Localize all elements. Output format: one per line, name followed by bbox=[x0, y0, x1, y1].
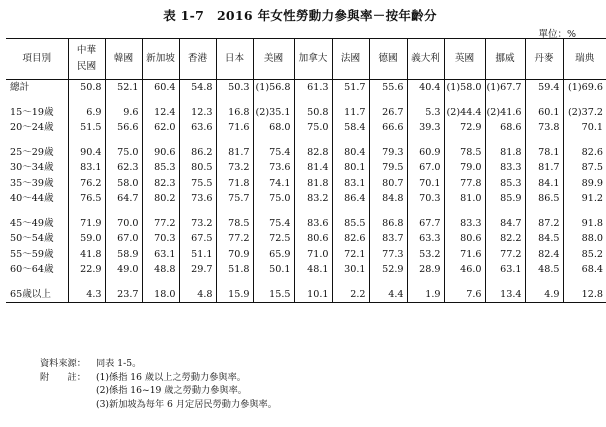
table-row bbox=[6, 176, 606, 192]
value-cell: 9.6 bbox=[105, 105, 142, 121]
value-cell: 67.7 bbox=[407, 216, 444, 232]
header-country: 日本 bbox=[216, 39, 253, 80]
value-cell: 64.7 bbox=[105, 191, 142, 207]
separator-cell bbox=[332, 96, 369, 105]
separator-cell bbox=[525, 136, 563, 145]
separator-cell bbox=[253, 278, 294, 287]
header-country: 英國 bbox=[444, 39, 485, 80]
separator-cell bbox=[179, 278, 216, 287]
table-row bbox=[6, 216, 606, 232]
value-cell: 75.4 bbox=[253, 216, 294, 232]
separator-cell bbox=[6, 278, 68, 287]
unit-label: 單位：% bbox=[538, 29, 576, 40]
value-cell: 10.1 bbox=[294, 287, 332, 303]
value-cell: 75.4 bbox=[253, 145, 294, 161]
table-row bbox=[6, 231, 606, 247]
value-cell: (1)69.6 bbox=[563, 80, 606, 96]
separator-cell bbox=[444, 207, 485, 216]
value-cell: 83.7 bbox=[369, 231, 407, 247]
value-cell: 70.1 bbox=[407, 176, 444, 192]
value-cell: 83.1 bbox=[332, 176, 369, 192]
header-row bbox=[6, 39, 606, 80]
value-cell: 85.5 bbox=[332, 216, 369, 232]
value-cell: 1.9 bbox=[407, 287, 444, 303]
row-label: 55～59歲 bbox=[10, 248, 54, 260]
row-label: 45～49歲 bbox=[10, 217, 54, 229]
value-cell: 79.5 bbox=[369, 160, 407, 176]
footnotes bbox=[40, 357, 277, 411]
value-cell: 73.6 bbox=[253, 160, 294, 176]
value-cell: 90.6 bbox=[142, 145, 179, 161]
note-2: (2)係指 16~19 歲之勞動力參與率。 bbox=[96, 385, 247, 396]
header-country: 新加坡 bbox=[142, 39, 179, 80]
value-cell: 15.5 bbox=[253, 287, 294, 303]
value-cell: 62.3 bbox=[105, 160, 142, 176]
value-cell: 63.3 bbox=[407, 231, 444, 247]
value-cell: 48.8 bbox=[142, 262, 179, 278]
value-cell: 80.5 bbox=[179, 160, 216, 176]
value-cell: 85.3 bbox=[142, 160, 179, 176]
value-cell: 67.0 bbox=[407, 160, 444, 176]
value-cell: 5.3 bbox=[407, 105, 444, 121]
header-country: 加拿大 bbox=[294, 39, 332, 80]
value-cell: 81.4 bbox=[294, 160, 332, 176]
separator-cell bbox=[525, 96, 563, 105]
value-cell: 4.3 bbox=[68, 287, 105, 303]
value-cell: 80.4 bbox=[332, 145, 369, 161]
header-country: 法國 bbox=[332, 39, 369, 80]
separator-cell bbox=[563, 278, 606, 287]
separator-cell bbox=[369, 207, 407, 216]
value-cell: 67.5 bbox=[179, 231, 216, 247]
value-cell: 23.7 bbox=[105, 287, 142, 303]
value-cell: 29.7 bbox=[179, 262, 216, 278]
value-cell: 65.9 bbox=[253, 247, 294, 263]
value-cell: 85.2 bbox=[563, 247, 606, 263]
value-cell: 70.9 bbox=[216, 247, 253, 263]
note-3: (3)新加坡為每年 6 月定居民勞動力參與率。 bbox=[96, 398, 277, 410]
separator-cell bbox=[216, 278, 253, 287]
table-row bbox=[6, 145, 606, 161]
value-cell: 80.2 bbox=[142, 191, 179, 207]
row-label: 25～29歲 bbox=[10, 146, 54, 158]
value-cell: 82.4 bbox=[525, 247, 563, 263]
value-cell: 75.0 bbox=[105, 145, 142, 161]
separator-cell bbox=[179, 96, 216, 105]
row-label: 35～39歲 bbox=[10, 177, 54, 189]
separator-cell bbox=[216, 96, 253, 105]
value-cell: 84.1 bbox=[525, 176, 563, 192]
table-title: 表 1-7 2016 年女性勞動力參與率－按年齡分 bbox=[163, 8, 437, 23]
separator-cell bbox=[563, 96, 606, 105]
separator-cell bbox=[332, 136, 369, 145]
value-cell: 50.1 bbox=[253, 262, 294, 278]
separator-cell bbox=[563, 136, 606, 145]
value-cell: 50.3 bbox=[216, 80, 253, 96]
value-cell: 62.0 bbox=[142, 120, 179, 136]
separator-cell bbox=[369, 96, 407, 105]
value-cell: (1)58.0 bbox=[444, 80, 485, 96]
value-cell: 73.2 bbox=[179, 216, 216, 232]
value-cell: 82.6 bbox=[563, 145, 606, 161]
header-country: 美國 bbox=[253, 39, 294, 80]
value-cell: 63.1 bbox=[485, 262, 525, 278]
table-row bbox=[6, 80, 606, 96]
separator-cell bbox=[253, 96, 294, 105]
header-country: 德國 bbox=[369, 39, 407, 80]
separator-cell bbox=[179, 136, 216, 145]
value-cell: 63.1 bbox=[142, 247, 179, 263]
separator-cell bbox=[294, 96, 332, 105]
separator-cell bbox=[68, 96, 105, 105]
row-label: 40～44歲 bbox=[10, 193, 54, 204]
value-cell: 83.3 bbox=[444, 216, 485, 232]
value-cell: 75.7 bbox=[216, 191, 253, 207]
value-cell: 75.5 bbox=[179, 176, 216, 192]
value-cell: 4.9 bbox=[525, 287, 563, 303]
separator-cell bbox=[6, 96, 68, 105]
separator-cell bbox=[294, 207, 332, 216]
separator-cell bbox=[525, 207, 563, 216]
value-cell: 49.0 bbox=[105, 262, 142, 278]
value-cell: 56.6 bbox=[105, 120, 142, 136]
separator-cell bbox=[68, 278, 105, 287]
value-cell: 52.1 bbox=[105, 80, 142, 96]
value-cell: 70.1 bbox=[563, 120, 606, 136]
table-row bbox=[6, 191, 606, 207]
separator-cell bbox=[407, 207, 444, 216]
value-cell: 79.0 bbox=[444, 160, 485, 176]
value-cell: 83.1 bbox=[68, 160, 105, 176]
value-cell: 91.2 bbox=[563, 191, 606, 207]
value-cell: 71.8 bbox=[216, 176, 253, 192]
value-cell: 77.8 bbox=[444, 176, 485, 192]
separator-cell bbox=[105, 207, 142, 216]
value-cell: 15.9 bbox=[216, 287, 253, 303]
header-item: 項目別 bbox=[6, 39, 68, 80]
value-cell: 85.3 bbox=[485, 176, 525, 192]
value-cell: 81.7 bbox=[216, 145, 253, 161]
value-cell: 88.0 bbox=[563, 231, 606, 247]
value-cell: 50.8 bbox=[68, 80, 105, 96]
value-cell: 46.0 bbox=[444, 262, 485, 278]
value-cell: 83.6 bbox=[294, 216, 332, 232]
value-cell: 78.5 bbox=[444, 145, 485, 161]
value-cell: 58.4 bbox=[332, 120, 369, 136]
separator-cell bbox=[216, 136, 253, 145]
value-cell: 87.5 bbox=[563, 160, 606, 176]
value-cell: 87.2 bbox=[525, 216, 563, 232]
value-cell: 72.5 bbox=[253, 231, 294, 247]
value-cell: 39.3 bbox=[407, 120, 444, 136]
value-cell: 86.2 bbox=[179, 145, 216, 161]
separator-cell bbox=[105, 278, 142, 287]
value-cell: 40.4 bbox=[407, 80, 444, 96]
row-label: 20～24歲 bbox=[10, 122, 54, 133]
value-cell: 82.8 bbox=[294, 145, 332, 161]
value-cell: 73.6 bbox=[179, 191, 216, 207]
row-label: 總計 bbox=[10, 82, 30, 93]
separator-cell bbox=[485, 96, 525, 105]
table-row bbox=[6, 105, 606, 121]
header-country: 義大利 bbox=[407, 39, 444, 80]
value-cell: (1)67.7 bbox=[485, 80, 525, 96]
separator-cell bbox=[369, 278, 407, 287]
table-row bbox=[6, 247, 606, 263]
value-cell: 68.4 bbox=[563, 262, 606, 278]
row-label: 60～64歲 bbox=[10, 264, 54, 275]
value-cell: 6.9 bbox=[68, 105, 105, 121]
value-cell: 86.5 bbox=[525, 191, 563, 207]
value-cell: 81.7 bbox=[525, 160, 563, 176]
table-row bbox=[6, 160, 606, 176]
value-cell: 66.6 bbox=[369, 120, 407, 136]
note-1: (1)係指 16 歲以上之勞動力參與率。 bbox=[96, 371, 246, 383]
value-cell: 78.5 bbox=[216, 216, 253, 232]
value-cell: 80.1 bbox=[332, 160, 369, 176]
header-country: 中華 民國 bbox=[68, 39, 105, 80]
row-label: 15～19歲 bbox=[10, 106, 54, 118]
header-country: 香港 bbox=[179, 39, 216, 80]
value-cell: 76.2 bbox=[68, 176, 105, 192]
value-cell: 70.3 bbox=[407, 191, 444, 207]
value-cell: 22.9 bbox=[68, 262, 105, 278]
value-cell: 73.2 bbox=[216, 160, 253, 176]
group-separator bbox=[6, 136, 606, 145]
value-cell: 18.0 bbox=[142, 287, 179, 303]
separator-cell bbox=[294, 136, 332, 145]
separator-cell bbox=[68, 136, 105, 145]
separator-cell bbox=[253, 207, 294, 216]
row-label: 50～54歲 bbox=[10, 233, 54, 244]
separator-cell bbox=[216, 207, 253, 216]
value-cell: 52.9 bbox=[369, 262, 407, 278]
header-country: 丹麥 bbox=[525, 39, 563, 80]
separator-cell bbox=[407, 278, 444, 287]
value-cell: 79.3 bbox=[369, 145, 407, 161]
value-cell: (2)37.2 bbox=[563, 105, 606, 121]
group-separator bbox=[6, 207, 606, 216]
value-cell: 13.4 bbox=[485, 287, 525, 303]
separator-cell bbox=[253, 136, 294, 145]
value-cell: 83.3 bbox=[485, 160, 525, 176]
separator-cell bbox=[444, 278, 485, 287]
value-cell: 12.3 bbox=[179, 105, 216, 121]
value-cell: 55.6 bbox=[369, 80, 407, 96]
value-cell: (2)44.4 bbox=[444, 105, 485, 121]
separator-cell bbox=[485, 207, 525, 216]
table-body bbox=[6, 80, 606, 303]
value-cell: 41.8 bbox=[68, 247, 105, 263]
separator-cell bbox=[332, 278, 369, 287]
value-cell: 51.7 bbox=[332, 80, 369, 96]
value-cell: 59.4 bbox=[525, 80, 563, 96]
value-cell: 60.4 bbox=[142, 80, 179, 96]
value-cell: 77.2 bbox=[142, 216, 179, 232]
value-cell: 84.7 bbox=[485, 216, 525, 232]
value-cell: 82.6 bbox=[332, 231, 369, 247]
value-cell: 68.0 bbox=[253, 120, 294, 136]
separator-cell bbox=[407, 96, 444, 105]
value-cell: 28.9 bbox=[407, 262, 444, 278]
value-cell: 71.0 bbox=[294, 247, 332, 263]
value-cell: 86.8 bbox=[369, 216, 407, 232]
value-cell: 7.6 bbox=[444, 287, 485, 303]
value-cell: 77.3 bbox=[369, 247, 407, 263]
value-cell: 12.4 bbox=[142, 105, 179, 121]
table-row bbox=[6, 262, 606, 278]
separator-cell bbox=[369, 136, 407, 145]
value-cell: 72.9 bbox=[444, 120, 485, 136]
separator-cell bbox=[485, 278, 525, 287]
value-cell: 84.8 bbox=[369, 191, 407, 207]
value-cell: 63.6 bbox=[179, 120, 216, 136]
value-cell: 61.3 bbox=[294, 80, 332, 96]
separator-cell bbox=[6, 136, 68, 145]
value-cell: 83.2 bbox=[294, 191, 332, 207]
note-label: 附 註： bbox=[40, 371, 86, 383]
separator-cell bbox=[407, 136, 444, 145]
value-cell: 84.5 bbox=[525, 231, 563, 247]
value-cell: 80.6 bbox=[294, 231, 332, 247]
row-label: 30～34歲 bbox=[10, 162, 54, 173]
value-cell: (2)41.6 bbox=[485, 105, 525, 121]
value-cell: (2)35.1 bbox=[253, 105, 294, 121]
source-label: 資料來源： bbox=[40, 358, 86, 369]
separator-cell bbox=[485, 136, 525, 145]
value-cell: (1)56.8 bbox=[253, 80, 294, 96]
row-label: 65歲以上 bbox=[6, 287, 68, 303]
value-cell: 48.1 bbox=[294, 262, 332, 278]
value-cell: 82.3 bbox=[142, 176, 179, 192]
source-text: 同表 1-5。 bbox=[96, 358, 142, 369]
value-cell: 60.9 bbox=[407, 145, 444, 161]
header-country: 挪威 bbox=[485, 39, 525, 80]
separator-cell bbox=[142, 207, 179, 216]
value-cell: 90.4 bbox=[68, 145, 105, 161]
value-cell: 78.1 bbox=[525, 145, 563, 161]
separator-cell bbox=[332, 207, 369, 216]
value-cell: 53.2 bbox=[407, 247, 444, 263]
value-cell: 81.8 bbox=[294, 176, 332, 192]
separator-cell bbox=[68, 207, 105, 216]
value-cell: 50.8 bbox=[294, 105, 332, 121]
value-cell: 48.5 bbox=[525, 262, 563, 278]
value-cell: 51.1 bbox=[179, 247, 216, 263]
value-cell: 75.0 bbox=[253, 191, 294, 207]
value-cell: 70.3 bbox=[142, 231, 179, 247]
separator-cell bbox=[563, 207, 606, 216]
value-cell: 4.4 bbox=[369, 287, 407, 303]
separator-cell bbox=[142, 136, 179, 145]
value-cell: 59.0 bbox=[68, 231, 105, 247]
separator-cell bbox=[179, 207, 216, 216]
separator-cell bbox=[444, 96, 485, 105]
separator-cell bbox=[294, 278, 332, 287]
value-cell: 75.0 bbox=[294, 120, 332, 136]
value-cell: 71.9 bbox=[68, 216, 105, 232]
value-cell: 26.7 bbox=[369, 105, 407, 121]
table-row bbox=[6, 120, 606, 136]
value-cell: 51.5 bbox=[68, 120, 105, 136]
value-cell: 81.0 bbox=[444, 191, 485, 207]
separator-cell bbox=[444, 136, 485, 145]
separator-cell bbox=[525, 278, 563, 287]
value-cell: 4.8 bbox=[179, 287, 216, 303]
value-cell: 74.1 bbox=[253, 176, 294, 192]
separator-cell bbox=[105, 136, 142, 145]
value-cell: 2.2 bbox=[332, 287, 369, 303]
table-row bbox=[6, 287, 606, 303]
value-cell: 76.5 bbox=[68, 191, 105, 207]
separator-cell bbox=[105, 96, 142, 105]
value-cell: 81.8 bbox=[485, 145, 525, 161]
value-cell: 71.6 bbox=[444, 247, 485, 263]
value-cell: 58.0 bbox=[105, 176, 142, 192]
value-cell: 54.8 bbox=[179, 80, 216, 96]
group-separator bbox=[6, 96, 606, 105]
value-cell: 80.7 bbox=[369, 176, 407, 192]
value-cell: 89.9 bbox=[563, 176, 606, 192]
value-cell: 60.1 bbox=[525, 105, 563, 121]
value-cell: 58.9 bbox=[105, 247, 142, 263]
value-cell: 85.9 bbox=[485, 191, 525, 207]
value-cell: 16.8 bbox=[216, 105, 253, 121]
value-cell: 91.8 bbox=[563, 216, 606, 232]
value-cell: 11.7 bbox=[332, 105, 369, 121]
value-cell: 73.8 bbox=[525, 120, 563, 136]
value-cell: 67.0 bbox=[105, 231, 142, 247]
value-cell: 82.2 bbox=[485, 231, 525, 247]
separator-cell bbox=[142, 96, 179, 105]
value-cell: 77.2 bbox=[485, 247, 525, 263]
value-cell: 77.2 bbox=[216, 231, 253, 247]
value-cell: 71.6 bbox=[216, 120, 253, 136]
value-cell: 30.1 bbox=[332, 262, 369, 278]
separator-cell bbox=[142, 278, 179, 287]
value-cell: 72.1 bbox=[332, 247, 369, 263]
value-cell: 51.8 bbox=[216, 262, 253, 278]
group-separator bbox=[6, 278, 606, 287]
value-cell: 80.6 bbox=[444, 231, 485, 247]
header-country: 韓國 bbox=[105, 39, 142, 80]
value-cell: 12.8 bbox=[563, 287, 606, 303]
value-cell: 70.0 bbox=[105, 216, 142, 232]
value-cell: 68.6 bbox=[485, 120, 525, 136]
separator-cell bbox=[6, 207, 68, 216]
header-country: 瑞典 bbox=[563, 39, 606, 80]
value-cell: 86.4 bbox=[332, 191, 369, 207]
labor-participation-table bbox=[6, 38, 606, 303]
